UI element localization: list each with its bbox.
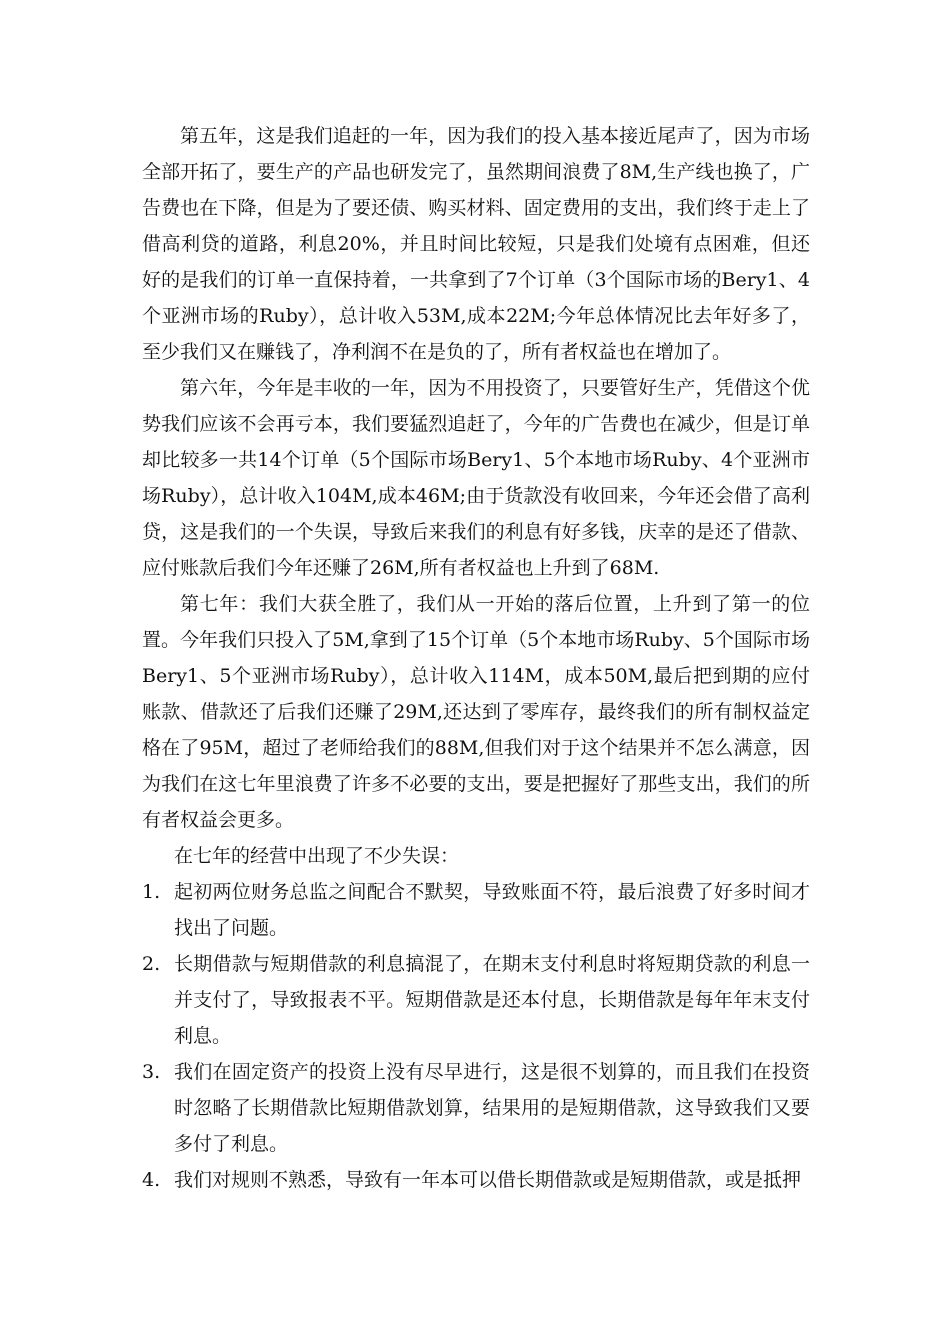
paragraph-year-six: 第六年，今年是丰收的一年，因为不用投资了，只要管好生产，凭借这个优势我们应该不会再亏本，我们要猛烈追赶了，今年的广告费也在减少，但是订单却比较多一共14个订单（5个国际市场Bery1、5个本地市场Ruby、4个亚洲市场Ruby），总计收入104M,成本46M;由于货款没有收回来，今年还会借了高利贷，这是我们的一个失误，导致后来我们的利息有好多钱，庆幸的是还了借款、应付账款后我们今年还赚了26M,所有者权益也上升到了68M. [142, 377, 810, 579]
list-text: 我们对规则不熟悉，导致有一年本可以借长期借款或是短期借款，或是抵押 [174, 1169, 802, 1191]
list-text: 起初两位财务总监之间配合不默契，导致账面不符，最后浪费了好多时间才找出了问题。 [174, 881, 810, 939]
list-item [142, 1054, 810, 1162]
list-text: 长期借款与短期借款的利息搞混了，在期末支付利息时将短期贷款的利息一并支付了，导致报表不平。短期借款是还本付息，长期借款是每年年末支付利息。 [174, 953, 810, 1047]
list-number: 4. [142, 1169, 161, 1191]
list-item [142, 946, 810, 1054]
paragraph-year-five: 第五年，这是我们追赶的一年，因为我们的投入基本接近尾声了，因为市场全部开拓了，要生产的产品也研发完了，虽然期间浪费了8M,生产线也换了，广告费也在下降，但是为了要还债、购买材料、固定费用的支出，我们终于走上了借高利贷的道路，利息20%，并且时间比较短，只是我们处境有点困难，但还好的是我们的订单一直保持着，一共拿到了7个订单（3个国际市场的Bery1、4个亚洲市场的Ruby），总计收入53M,成本22M;今年总体情况比去年好多了，至少我们又在赚钱了，净利润不在是负的了，所有者权益也在增加了。 [142, 125, 810, 363]
document-page [142, 118, 810, 1198]
list-item [142, 1162, 810, 1198]
list-item [142, 874, 810, 946]
list-number: 1. [142, 881, 161, 903]
list-number: 2. [142, 953, 161, 975]
mistakes-intro: 在七年的经营中出现了不少失误： [174, 845, 460, 867]
list-text: 我们在固定资产的投资上没有尽早进行，这是很不划算的，而且我们在投资时忽略了长期借款比短期借款划算，结果用的是短期借款，这导致我们又要多付了利息。 [174, 1061, 810, 1155]
list-number: 3. [142, 1061, 161, 1083]
paragraph-year-seven: 第七年：我们大获全胜了，我们从一开始的落后位置，上升到了第一的位置。今年我们只投入了5M,拿到了15个订单（5个本地市场Ruby、5个国际市场Bery1、5个亚洲市场Ruby），总计收入114M，成本50M,最后把到期的应付账款、借款还了后我们还赚了29M,还达到了零库存，最终我们的所有制权益定格在了95M，超过了老师给我们的88M,但我们对于这个结果并不怎么满意，因为我们在这七年里浪费了许多不必要的支出，要是把握好了那些支出，我们的所有者权益会更多。 [142, 593, 810, 831]
mistakes-list [142, 874, 810, 1198]
